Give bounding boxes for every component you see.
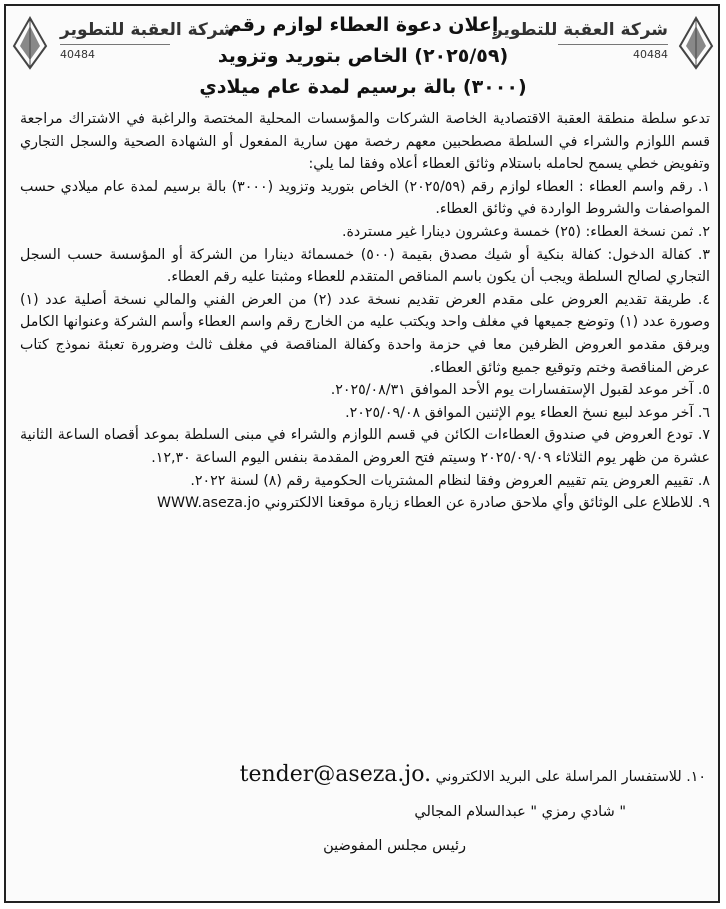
announcement-body [20, 108, 710, 515]
logo-brand-text: شركة العقبة للتطوير [492, 20, 668, 40]
aqaba-company-logo-icon [676, 16, 716, 70]
contact-line [20, 764, 706, 788]
contact-prefix: ١٠. للاستفسار المراسلة على البريد الالكتروني [435, 769, 706, 785]
clause-8: ٨. تقييم العروض يتم تقييم العروض وفقا لنظام المشتريات الحكومية رقم (٨) لسنة ٢٠٢٢. [190, 472, 710, 489]
aqaba-company-logo-icon [10, 16, 50, 70]
title-line-3: (٣٠٠٠) بالة برسيم لمدة عام ميلادي [199, 76, 527, 98]
clause-7: ٧. تودع العروض في صندوق العطاءات الكائن في قسم اللوازم والشراء في مبنى السلطة بموعد أقصاه الساعة الثانية عشرة من ظهر يوم الثلاثاء ٢٠٢٥/٠٩/٠٩ وسيتم فتح العروض المقدمة بنفس اليوم الساعة ١٢,٣٠. [20, 427, 710, 466]
clause-9: ٩. للاطلاع على الوثائق وأي ملاحق صادرة عن العطاء زيارة موقعنا الالكتروني WWW.aseza.jo [157, 495, 710, 512]
right-logo [492, 14, 716, 76]
logo-rule [60, 44, 170, 45]
logo-digits: 40484 [60, 48, 95, 61]
contact-email[interactable]: tender@aseza.jo. [239, 762, 432, 787]
signature-block [226, 800, 626, 854]
signatory-title: رئيس مجلس المفوضين [323, 838, 466, 854]
logo-rule [558, 44, 668, 45]
title-line-1: إعلان دعوة العطاء لوازم رقم [227, 14, 499, 36]
clause-1: ١. رقم واسم العطاء : العطاء لوازم رقم (٢٠٢٥/٥٩) الخاص بتوريد وتزويد (٣٠٠٠) بالة برسيم لمدة عام ميلادي حسب المواصفات والشروط الواردة في وثائق العطاء. [20, 178, 710, 218]
clause-2: ٢. ثمن نسخة العطاء: (٢٥) خمسة وعشرون دينارا غير مستردة. [341, 223, 710, 240]
clause-6: ٦. آخر موعد لبيع نسخ العطاء يوم الإثنين الموافق ٢٠٢٥/٠٩/٠٨. [345, 404, 710, 421]
title-line-2: (٢٠٢٥/٥٩) الخاص بتوريد وتزويد [217, 45, 509, 67]
clause-4: ٤. طريقة تقديم العروض على مقدم العرض تقديم نسخة عدد (٢) من العرض الفني والمالي نسخة أصلية عدد (١) وصورة عدد (١) وتوضع جميعها في مغلف واحد ويكتب عليه من الخارج رقم واسم العطاء وأسم الشركة وعنوانها الكامل ويرفق مقدمو العروض الظرفين معا في حزمة واحدة وكفالة المناقصة في مغلف ثالث وضرورة تعبئة نموذج كتاب عرض المناقصة وختم وتوقيع جميع وثائق العطاء. [20, 291, 711, 376]
announcement-title [190, 10, 536, 103]
logo-brand-text: شركة العقبة للتطوير [60, 20, 236, 40]
clause-3: ٣. كفالة الدخول: كفالة بنكية أو شيك مصدق بقيمة (٥٠٠) خمسمائة دينارا من الشركة أو المؤسسة حسب السجل التجاري لصالح السلطة ويجب أن يكون باسم المناقص المتقدم للعطاء ومثبتا عليه رقم العطاء. [20, 246, 710, 286]
signatory-name: " شادي رمزي " عبدالسلام المجالي [414, 804, 626, 820]
left-logo [10, 14, 236, 76]
logo-digits: 40484 [633, 48, 668, 61]
clause-5: ٥. آخر موعد لقبول الإستفسارات يوم الأحد الموافق ٢٠٢٥/٠٨/٣١. [330, 382, 710, 399]
intro-paragraph: تدعو سلطة منطقة العقبة الاقتصادية الخاصة الشركات والمؤسسات المحلية المختصة والراغبة في الاشتراك مراجعة قسم اللوازم والشراء في السلطة مصطحبين معهم رخصة مهن سارية المفعول أو الشهادة الصحية والسجل التجاري وتفويض خطي يسمح لحامله باستلام وثائق العطاء أعلاه وفقا لما يلي: [20, 111, 710, 173]
